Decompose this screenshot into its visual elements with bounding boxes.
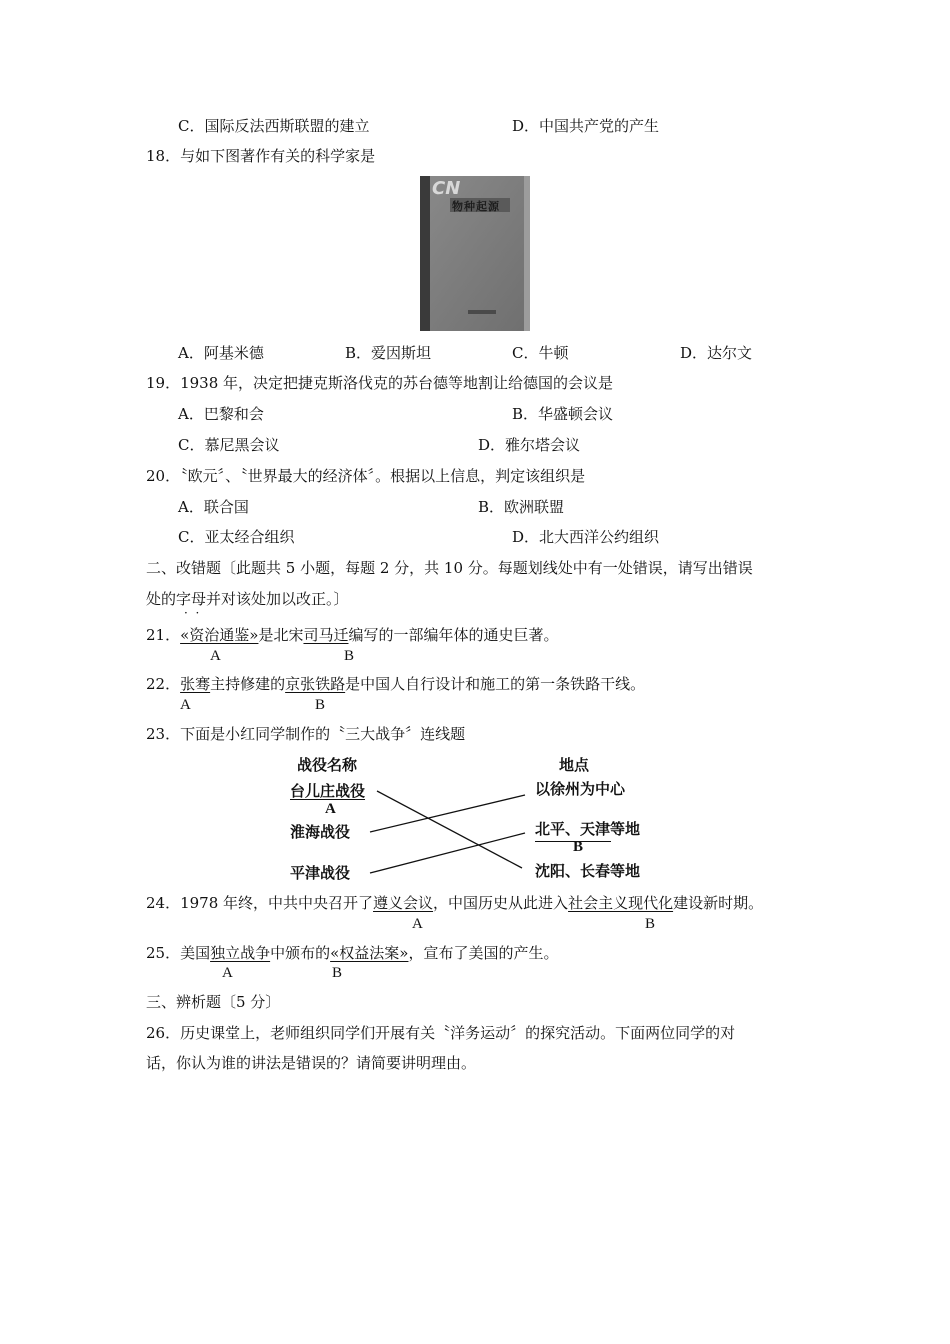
q20-option-d: D．北大西洋公约组织 [512,528,660,546]
q25-text-end: ，宣布了美国的产生。 [408,944,559,962]
q24-underline-b: 社会主义现代化 [568,894,674,912]
emphasis-dots: · · [184,606,200,620]
q22-tag-b: B [315,697,326,713]
q19-stem: 19．1938 年，决定把捷克斯洛伐克的苏台德等地割让给德国的会议是 [146,374,614,392]
q26-line2: 话，你认为谁的讲法是错误的？请简要讲明理由。 [146,1054,477,1072]
q25-tag-a: A [222,965,233,981]
q21-underline-a: «资治通鉴» [180,626,259,644]
q19-option-b: B．华盛顿会议 [512,405,614,423]
q19-option-d: D．雅尔塔会议 [478,436,581,454]
q24-tag-b: B [645,916,656,932]
q18-stem: 18．与如下图著作有关的科学家是 [146,147,376,165]
q21-tag-a: A [210,648,221,664]
q21-underline-b: 司马迁 [303,626,349,644]
q22-number: 22． [146,675,181,693]
q17-option-d: D．中国共产党的产生 [512,117,660,135]
book-watermark: CN [432,178,461,199]
book-title: 物种起源 [452,200,500,213]
q22-text-mid: 主持修建的 [210,675,286,693]
q22-line [146,674,645,694]
q18-option-b: B．爱因斯坦 [345,344,432,362]
q25-underline-b: «权益法案» [330,944,409,962]
diagram-right-item: 沈阳、长春等地 [535,862,641,880]
diagram-left-header: 战役名称 [297,756,358,774]
q25-text-mid: 中颁布的 [270,944,331,962]
q17-option-c: C．国际反法西斯联盟的建立 [178,117,370,135]
connector-line [377,791,522,868]
diagram-right-item: 以徐州为中心 [535,780,626,798]
diagram-tag-a: A [325,801,336,817]
q24-underline-a: 遵义会议 [373,894,434,912]
q18-option-d: D．达尔文 [680,344,753,362]
q20-option-c: C．亚太经合组织 [178,528,295,546]
q19-option-c: C．慕尼黑会议 [178,436,280,454]
section3-title: 三、辨析题〔5 分〕 [146,993,281,1011]
q25-line [146,943,559,963]
q20-stem: 20．〝欧元〞、〝世界最大的经济体〞。根据以上信息，判定该组织是 [146,467,586,485]
diagram-tag-b: B [573,839,584,855]
section2-instructions-line1: 二、改错题〔此题共 5 小题，每题 2 分，共 10 分。每题划线处中有一处错误，请写出错误 [146,559,753,577]
q21-tag-b: B [344,648,355,664]
connector-line [370,795,525,832]
q25-tag-b: B [332,965,343,981]
q26-line1: 26．历史课堂上，老师组织同学们开展有关〝洋务运动〞的探究活动。下面两位同学的对 [146,1024,736,1042]
q21-number: 21． [146,626,181,644]
connector-line [370,833,525,873]
diagram-right-item: 北平、天津等地 [535,820,641,838]
q25-text-start: 25．美国 [146,944,211,962]
diagram-left-item: 台儿庄战役 [290,782,366,800]
q24-text-start: 24．1978 年终，中共中央召开了 [146,894,374,912]
q23-stem: 23．下面是小红同学制作的〝三大战争〞连线题 [146,725,466,743]
q25-underline-a: 独立战争 [210,944,271,962]
q24-text-mid: ，中国历史从此进入 [433,894,569,912]
q18-option-c: C．牛顿 [512,344,569,362]
q21-text-mid: 是北宋 [258,626,304,644]
q22-underline-a: 张骞 [180,675,211,693]
q19-option-a: A．巴黎和会 [178,405,264,423]
q22-text-end: 是中国人自行设计和施工的第一条铁路干线。 [345,675,646,693]
q18-option-a: A．阿基米德 [178,344,264,362]
q21-line [146,625,559,645]
q24-text-end: 建设新时期。 [673,894,764,912]
book-cover-image [420,176,530,331]
q24-tag-a: A [412,916,423,932]
q20-option-a: A．联合国 [178,498,249,516]
q20-option-b: B．欧洲联盟 [478,498,565,516]
section2-instructions-line2: 处的字母并对该处加以改正。〕 [146,590,349,608]
q22-underline-b: 京张铁路 [285,675,346,693]
q22-tag-a: A [180,697,191,713]
diagram-left-item: 平津战役 [290,864,351,882]
diagram-left-item: 淮海战役 [290,823,351,841]
matching-diagram [285,750,685,890]
q24-line [146,893,763,913]
diagram-right-header: 地点 [559,756,590,774]
q21-text-end: 编写的一部编年体的通史巨著。 [348,626,559,644]
